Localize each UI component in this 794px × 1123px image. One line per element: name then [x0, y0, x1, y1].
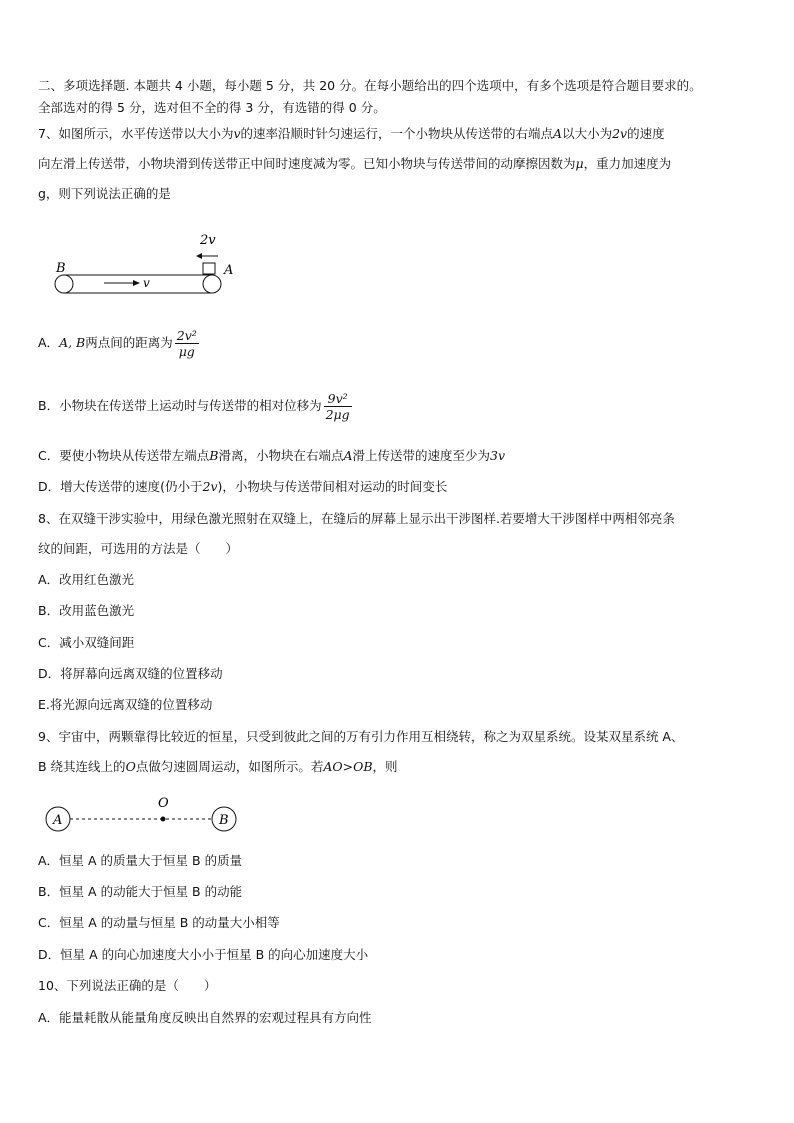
q8-option-d: D．将屏幕向远离双缝的位置移动: [38, 666, 223, 681]
q9-figure-label-O: O: [158, 796, 169, 811]
q9-center-o: [161, 817, 166, 822]
q9-option-d: D．恒星 A 的向心加速度大小小于恒星 B 的向心加速度大小: [38, 947, 369, 962]
q7-option-d: D．增大传送带的速度(仍小于2v)，小物块与传送带间相对运动的时间变长: [38, 479, 448, 494]
q9-stem-line-2: B 绕其连线上的O点做匀速圆周运动，如图所示。若AO>OB，则: [38, 759, 398, 774]
q10-stem: 10、下列说法正确的是（ ）: [38, 978, 217, 993]
q7-right-pulley: [203, 275, 221, 293]
section-header-line-1: 二、多项选择题. 本题共 4 小题，每小题 5 分，共 20 分。在每小题给出的四个选项中，有多个选项是符合题目要求的。: [38, 78, 702, 93]
q7-figure-label-A: A: [224, 263, 234, 278]
q9-option-c: C．恒星 A 的动量与恒星 B 的动量大小相等: [38, 915, 280, 930]
q7-option-c: C．要使小物块从传送带左端点B滑离，小物块在右端点A滑上传送带的速度至少为3v: [38, 448, 506, 463]
q9-binary-star-figure: [40, 794, 250, 840]
q7-option-b-fraction: $\frac{\text{9v²}}{2\mu g}$: [325, 391, 350, 422]
q8-stem-line-2: 纹的间距，可选用的方法是（ ）: [38, 541, 239, 556]
q8-option-c: C．减小双缝间距: [38, 635, 135, 650]
q7-stem-line-1: 7、如图所示，水平传送带以大小为v的速率沿顺时针匀速运行，一个小物块从传送带的右端点A以大小为2v的速度: [38, 126, 665, 141]
q8-option-b: B．改用蓝色激光: [38, 603, 135, 618]
q8-option-a: A．改用红色激光: [38, 572, 135, 587]
q7-conveyor-figure: [46, 226, 246, 302]
q9-option-b: B．恒星 A 的动能大于恒星 B 的动能: [38, 884, 243, 899]
q9-figure-label-A: A: [53, 813, 63, 828]
q8-option-e: E.将光源向远离双缝的位置移动: [38, 697, 213, 712]
q7-block: [203, 263, 215, 274]
section-header-line-2: 全部选对的得 5 分，选对但不全的得 3 分，有选错的得 0 分。: [38, 100, 386, 115]
q9-option-a: A．恒星 A 的质量大于恒星 B 的质量: [38, 853, 243, 868]
q9-figure-label-B: B: [219, 813, 229, 828]
q7-option-a: A．A, B两点间的距离为 $\frac{\text{2v²}}{\mu g}$: [38, 328, 197, 359]
q7-figure-label-2v: 2v: [200, 233, 216, 248]
q7-left-pulley: [55, 275, 73, 293]
q8-stem-line-1: 8、在双缝干涉实验中，用绿色激光照射在双缝上，在缝后的屏幕上显示出干涉图样.若要增大干涉图样中两相邻亮条: [38, 511, 675, 526]
q7-figure-label-v: v: [143, 276, 150, 290]
q9-stem-line-1: 9、宇宙中，两颗靠得比较近的恒星，只受到彼此之间的万有引力作用互相绕转，称之为双星系统。设某双星系统 A、: [38, 729, 684, 744]
q7-stem-line-2: 向左滑上传送带，小物块滑到传送带正中间时速度减为零。已知小物块与传送带间的动摩擦因数为μ，重力加速度为: [38, 156, 672, 171]
q7-stem-line-3: g，则下列说法正确的是: [38, 186, 171, 201]
q10-option-a: A．能量耗散从能量角度反映出自然界的宏观过程具有方向性: [38, 1010, 372, 1025]
q7-option-a-fraction: $\frac{\text{2v²}}{\mu g}$: [176, 328, 197, 359]
q7-figure-label-B: B: [56, 261, 66, 276]
q7-option-b: B．小物块在传送带上运动时与传送带的相对位移为 $\frac{\text{9v²}}{2\mu g}$: [38, 391, 350, 422]
